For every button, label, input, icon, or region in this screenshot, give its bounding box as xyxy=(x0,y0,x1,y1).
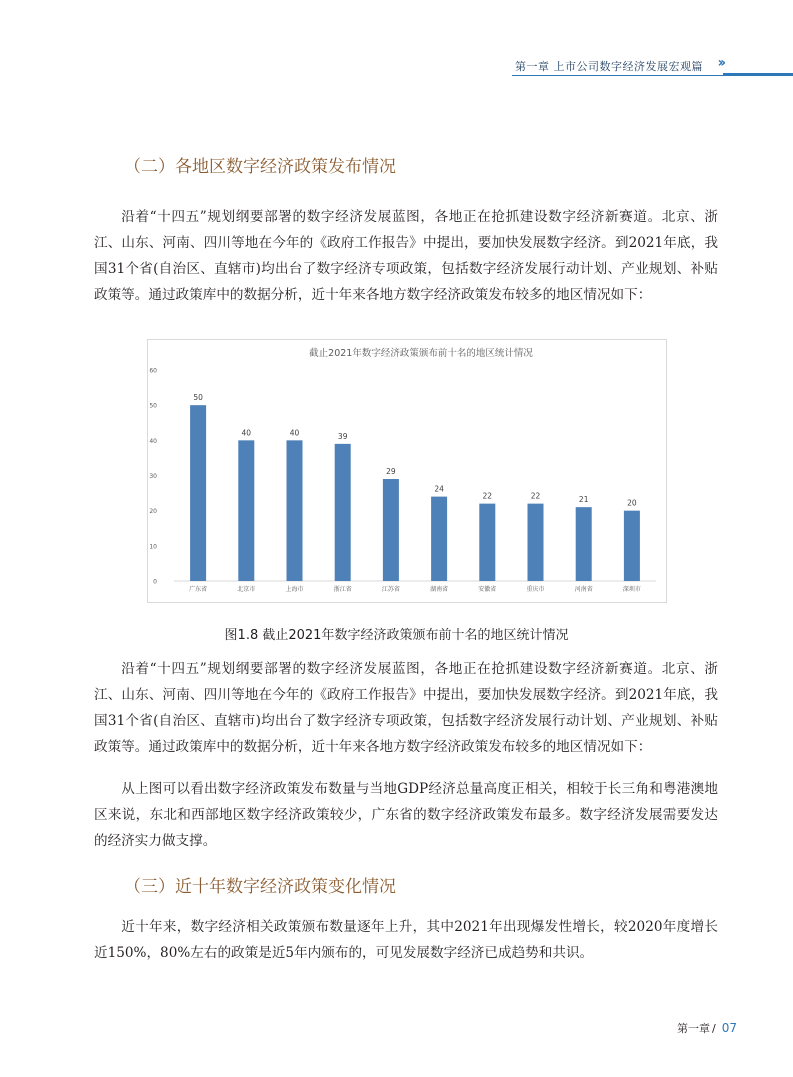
bar xyxy=(238,440,254,581)
data-label: 20 xyxy=(627,498,637,508)
bar xyxy=(431,497,447,581)
y-tick-label: 50 xyxy=(149,402,157,410)
y-tick-label: 30 xyxy=(149,473,157,480)
x-tick-label: 上海市 xyxy=(285,586,304,593)
bar-chart xyxy=(147,339,667,603)
y-tick-label: 20 xyxy=(149,508,157,516)
bar xyxy=(190,405,206,581)
running-header xyxy=(0,52,793,76)
x-tick-label: 深圳市 xyxy=(622,586,641,593)
data-label: 50 xyxy=(193,393,203,403)
data-label: 40 xyxy=(241,428,252,438)
x-tick-label: 湖南省 xyxy=(430,586,449,593)
bar xyxy=(335,444,351,581)
paragraph-analysis: 从上图可以看出数字经济政策发布数量与当地GDP经济总量高度正相关，相较于长三角和粤港澳地区来说，东北和西部地区数字经济政策较少，广东省的数字经济政策发布最多。数字经济发展需要发达的经济实力做支撑。 xyxy=(94,781,718,849)
bar xyxy=(287,440,303,581)
bar-chart-svg xyxy=(148,340,666,602)
paragraph-repeat: 沿着“十四五”规划纲要部署的数字经济发展蓝图，各地正在抢抓建设数字经济新赛道。北京、浙江、山东、河南、四川等地在今年的《政府工作报告》中提出，要加快发展数字经济。到2021年底，我国31个省(自治区、直辖市)均出台了数字经济专项政策，包括数字经济发展行动计划、产业规划、补贴政策等。通过政策库中的数据分析，近十年来各地方数字经济政策发布较多的地区情况如下： xyxy=(94,661,718,755)
data-label: 22 xyxy=(482,491,493,501)
data-label: 22 xyxy=(530,491,541,501)
footer-separator: / xyxy=(712,1022,716,1035)
data-label: 21 xyxy=(578,495,589,505)
x-tick-label: 河南省 xyxy=(574,586,593,593)
header-rule-accent xyxy=(723,73,793,76)
y-tick-label: 60 xyxy=(149,367,157,375)
section-heading-3: （三）近十年数字经济政策变化情况 xyxy=(124,877,396,897)
y-tick-label: 40 xyxy=(149,437,157,445)
data-label: 40 xyxy=(289,428,300,438)
page-number: 07 xyxy=(721,1021,737,1035)
figure-caption: 图1.8 截止2021年数字经济政策颁布前十名的地区统计情况 xyxy=(224,628,569,643)
data-label: 29 xyxy=(386,467,396,477)
bar xyxy=(383,479,399,581)
chart-title: 截止2021年数字经济政策颁布前十名的地区统计情况 xyxy=(309,348,533,359)
x-tick-label: 广东省 xyxy=(189,586,208,593)
x-tick-label: 安徽省 xyxy=(478,586,497,593)
paragraph-intro: 沿着“十四五”规划纲要部署的数字经济发展蓝图，各地正在抢抓建设数字经济新赛道。北京、浙江、山东、河南、四川等地在今年的《政府工作报告》中提出，要加快发展数字经济。到2021年底，我国31个省(自治区、直辖市)均出台了数字经济专项政策，包括数字经济发展行动计划、产业规划、补贴政策等。通过政策库中的数据分析，近十年来各地方数字经济政策发布较多的地区情况如下： xyxy=(94,209,718,303)
header-chapter-title: 第一章 上市公司数字经济发展宏观篇 xyxy=(515,60,703,73)
y-tick-label: 0 xyxy=(153,578,157,586)
footer-chapter: 第一章 xyxy=(677,1022,710,1035)
bar xyxy=(479,504,495,581)
data-label: 24 xyxy=(434,484,444,494)
x-tick-label: 浙江省 xyxy=(333,586,352,593)
y-tick-label: 10 xyxy=(149,543,157,551)
x-tick-label: 北京市 xyxy=(237,586,256,593)
data-label: 39 xyxy=(337,431,348,441)
bar xyxy=(624,511,640,581)
paragraph-trend: 近十年来，数字经济相关政策颁布数量逐年上升，其中2021年出现爆发性增长，较2020年度增长近150%，80%左右的政策是近5年内颁布的，可见发展数字经济已成趋势和共识。 xyxy=(94,919,718,961)
chevron-right-icon: ›› xyxy=(717,55,723,71)
section-heading-2: （二）各地区数字经济政策发布情况 xyxy=(124,157,396,177)
x-tick-label: 江苏省 xyxy=(381,586,400,593)
bar xyxy=(528,504,544,581)
page-footer xyxy=(677,1020,737,1036)
bar xyxy=(576,507,592,581)
x-tick-label: 重庆市 xyxy=(526,586,545,593)
